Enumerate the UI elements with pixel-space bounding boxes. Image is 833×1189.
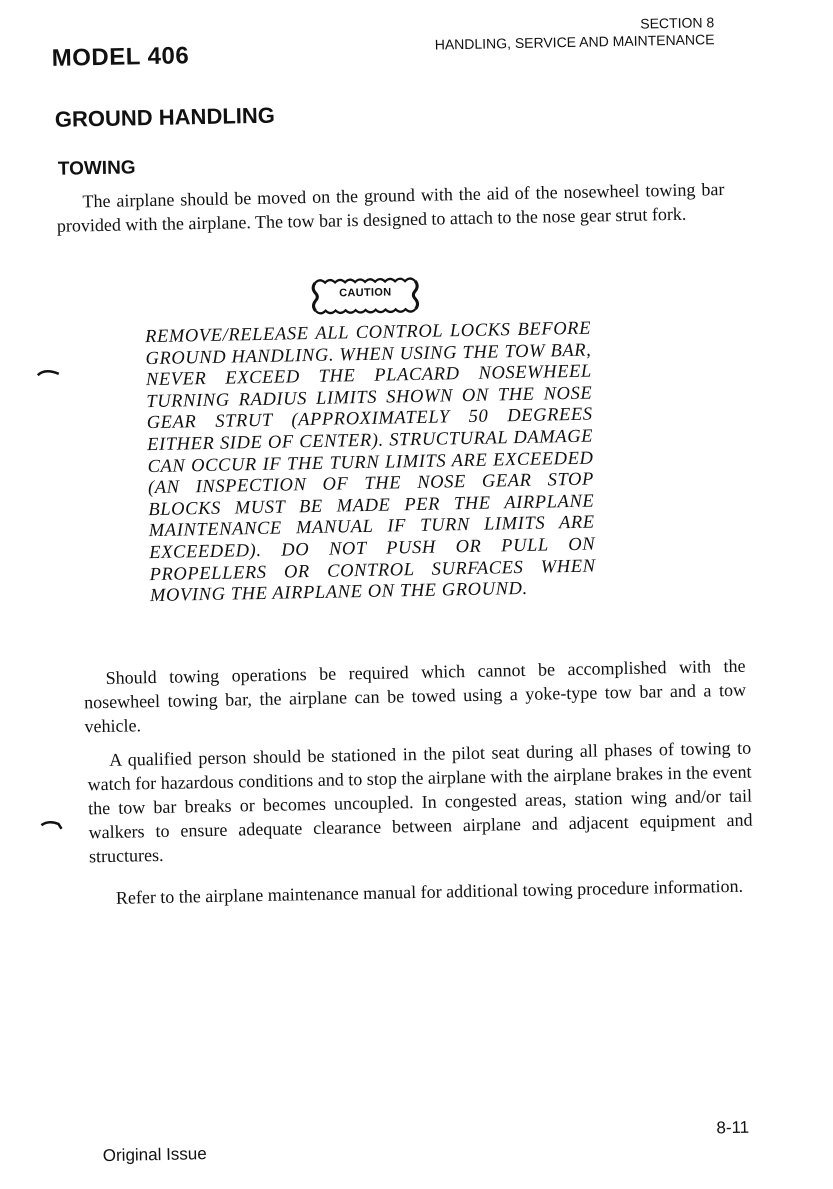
paragraph-tow-bar: The airplane should be moved on the ground with the aid of the nosewheel towing bar provided with the airplane. The tow bar is designed to attach to the nose gear strut fork. xyxy=(56,179,725,236)
caution-label: CAUTION xyxy=(339,286,392,300)
heading-towing: TOWING xyxy=(57,157,136,180)
paragraph-yoke-tow-bar: Should towing operations be required which cannot be accomplished with the nosewheel towing bar, the airplane can be towed using a yoke-type tow bar and a tow vehicle. xyxy=(83,655,747,737)
section-title: HANDLING, SERVICE AND MAINTENANCE xyxy=(434,31,715,53)
caution-badge xyxy=(309,275,422,317)
paragraph-qualified-person: A qualified person should be stationed in the pilot seat during all phases of towing to watch for hazardous conditions and to stop the airplane with the airplane brakes in the event the tow bar breaks or becomes uncoupled. In congested areas, station wing and/or tail walkers to ensure adequate clearance between airplane and adjacent equipment and structures. xyxy=(87,737,753,867)
paragraph-refer-manual: Refer to the airplane maintenance manual for additional towing procedure information. xyxy=(115,875,744,908)
section-number: SECTION 8 xyxy=(640,14,715,32)
heading-ground-handling: GROUND HANDLING xyxy=(54,102,276,132)
footer-issue: Original Issue xyxy=(102,1144,207,1166)
model-title: MODEL 406 xyxy=(51,42,190,72)
change-bar-mark-icon xyxy=(40,819,64,831)
footer-page-number: 8-11 xyxy=(716,1117,750,1138)
caution-text: REMOVE/RELEASE ALL CONTROL LOCKS BEFORE GROUND HANDLING. WHEN USING THE TOW BAR, NEVER EXCEED THE PLACARD NOSEWHEEL TURNING RADIUS LIMITS SHOWN ON THE NOSE GEAR STRUT (APPROXIMATELY 50 DEGREES EITHER SIDE OF CENTER). STRUCTURAL DAMAGE CAN OCCUR IF THE TURN LIMITS ARE EXCEEDED (AN INSPECTION OF THE NOSE GEAR STOP BLOCKS MUST BE MADE PER THE AIRPLANE MAINTENANCE MANUAL IF TURN LIMITS ARE EXCEEDED). DO NOT PUSH OR PULL ON PROPELLERS OR CONTROL SURFACES WHEN MOVING THE AIRPLANE ON THE GROUND. xyxy=(144,318,596,607)
change-bar-mark-icon xyxy=(37,367,61,379)
section-header xyxy=(434,14,714,53)
